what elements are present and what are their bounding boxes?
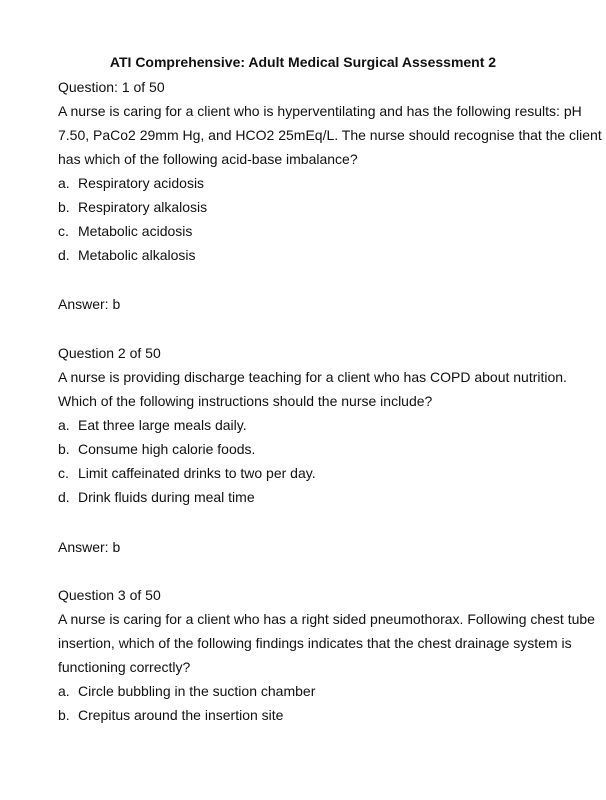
answer-option-d [58,243,558,267]
question-header: Question 3 of 50 [58,587,161,603]
option-text: Crepitus around the insertion site [78,707,284,723]
question-1 [58,75,602,267]
question-stem-line: A nurse is providing discharge teaching for a client who has COPD about nutrition. [58,369,567,385]
answer-option-c [58,219,558,243]
option-letter: c. [58,223,69,239]
option-letter: b. [58,441,70,457]
question-stem-line: A nurse is caring for a client who is hyperventilating and has the following results: pH [58,103,582,119]
question-stem-line: functioning correctly? [58,659,191,675]
option-text: Limit caffeinated drinks to two per day. [78,465,316,481]
option-text: Respiratory alkalosis [78,199,208,215]
option-letter: b. [58,199,70,215]
option-letter: d. [58,247,70,263]
answer-option-b [58,437,558,461]
option-text: Metabolic acidosis [78,223,193,239]
answer-option-a [58,679,558,703]
question-stem-line: insertion, which of the following findings indicates that the chest drainage system is [58,635,572,651]
answer-option-a [58,171,558,195]
option-letter: a. [58,683,70,699]
question-stem-line: A nurse is caring for a client who has a right sided pneumothorax. Following chest tube [58,611,595,627]
question-2 [58,341,567,509]
answer-text: Answer: b [58,539,121,555]
question-stem-line: 7.50, PaCo2 29mm Hg, and HCO2 25mEq/L. The nurse should recognise that the client [58,127,602,143]
answer-option-b [58,703,558,727]
option-letter: d. [58,489,70,505]
option-letter: b. [58,707,70,723]
answer-option-a [58,413,558,437]
option-letter: a. [58,417,70,433]
answer-option-b [58,195,558,219]
question-header: Question: 1 of 50 [58,79,165,95]
question-header: Question 2 of 50 [58,345,161,361]
question-3 [58,583,595,727]
option-text: Respiratory acidosis [78,175,205,191]
option-text: Circle bubbling in the suction chamber [78,683,316,699]
answer-2 [58,535,558,559]
option-letter: c. [58,465,69,481]
answer-option-c [58,461,558,485]
answer-1 [58,292,558,316]
option-text: Consume high calorie foods. [78,441,256,457]
option-text: Eat three large meals daily. [78,417,247,433]
option-letter: a. [58,175,70,191]
answer-option-d [58,485,558,509]
question-stem-line: Which of the following instructions should the nurse include? [58,393,433,409]
question-stem-line: has which of the following acid-base imbalance? [58,151,358,167]
answer-text: Answer: b [58,296,121,312]
document-title: ATI Comprehensive: Adult Medical Surgical Assessment 2 [109,54,497,70]
option-text: Metabolic alkalosis [78,247,196,263]
option-text: Drink fluids during meal time [78,489,255,505]
